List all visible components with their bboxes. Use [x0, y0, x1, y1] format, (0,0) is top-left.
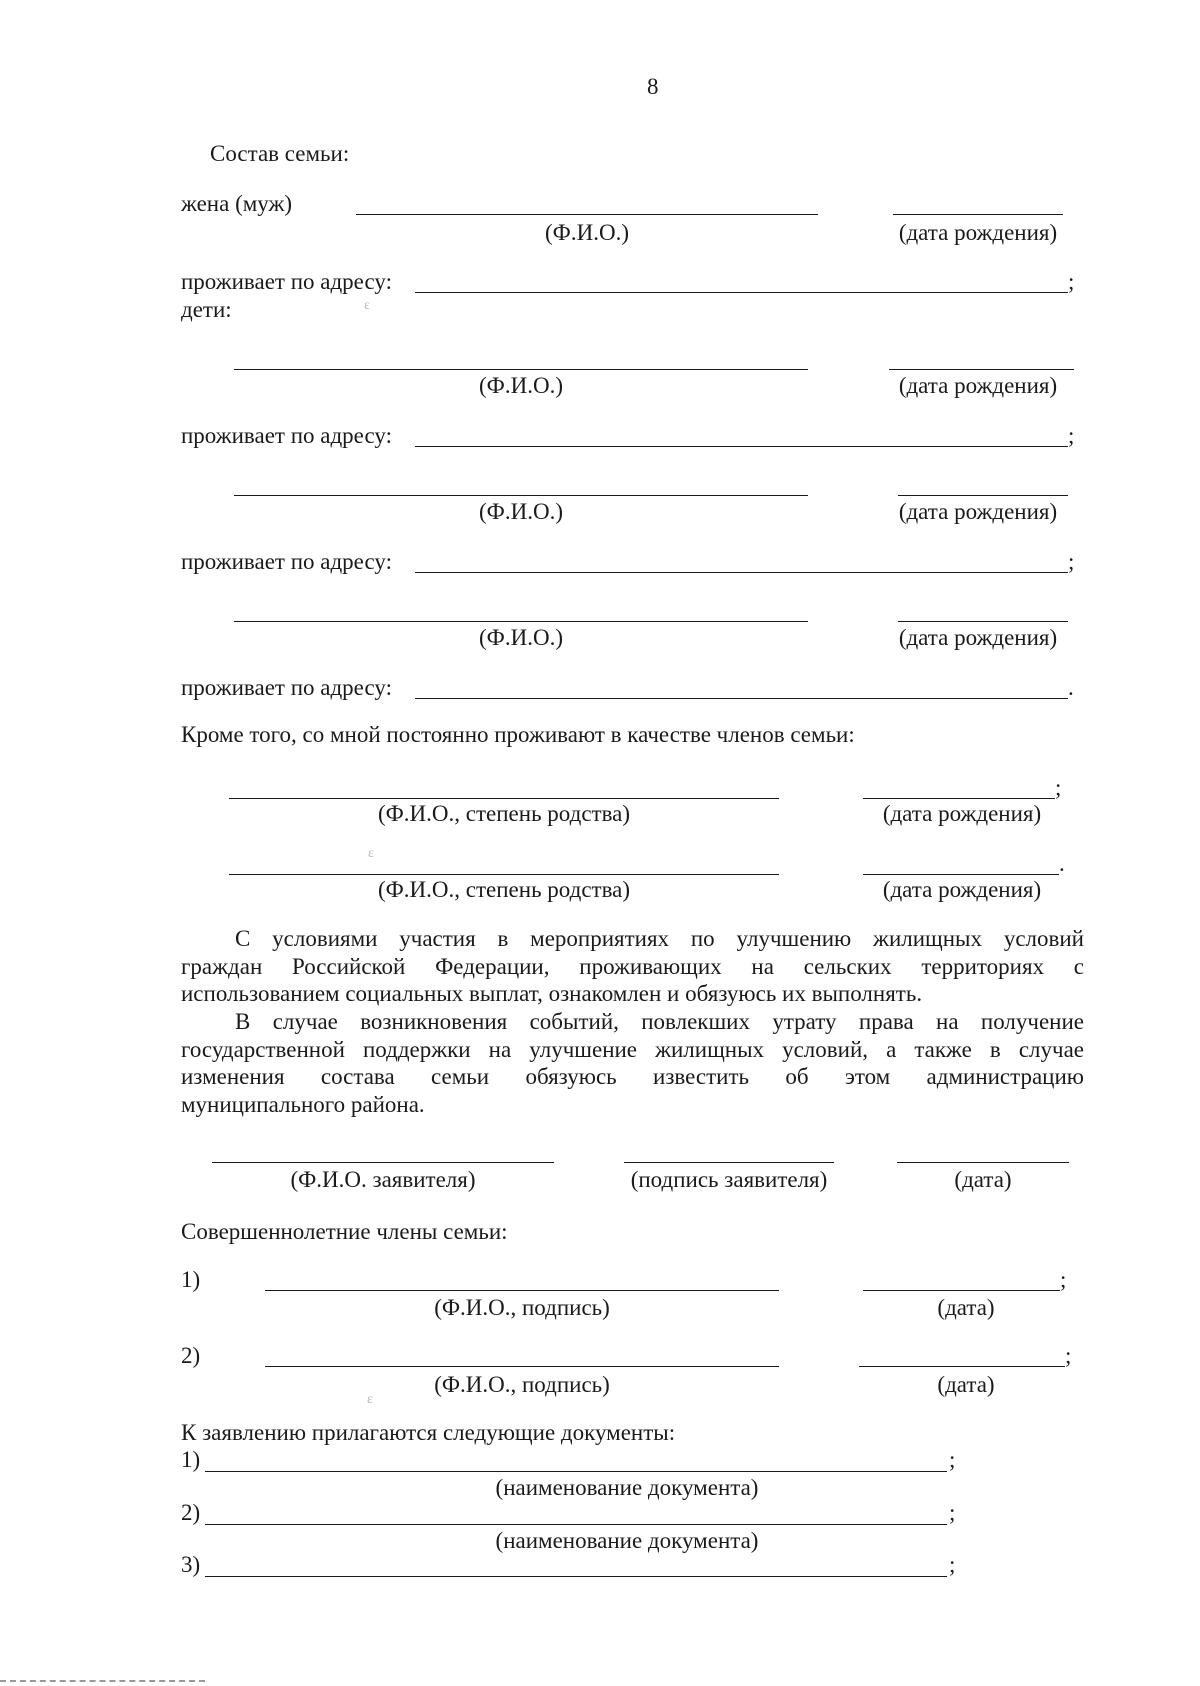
applicant-date-line[interactable]	[897, 1162, 1069, 1163]
adult2-date-caption: (дата)	[937, 1372, 995, 1397]
child3-birth-line[interactable]	[898, 621, 1068, 622]
spouse-birth-line[interactable]	[893, 214, 1063, 215]
semicolon: ;	[949, 1500, 956, 1525]
child2-address-label: проживает по адресу:	[181, 549, 392, 574]
family-heading: Состав семьи:	[210, 141, 350, 166]
child2-address-line[interactable]	[415, 572, 1068, 573]
semicolon: ;	[1055, 775, 1062, 800]
spouse-address-label: проживает по адресу:	[181, 269, 392, 294]
applicant-signature-caption: (подпись заявителя)	[630, 1167, 828, 1192]
period: .	[1068, 675, 1074, 700]
attachment3-number: 3)	[181, 1552, 201, 1577]
semicolon: ;	[949, 1552, 956, 1577]
applicant-date-caption: (дата)	[954, 1167, 1012, 1192]
spouse-fio-line[interactable]	[356, 214, 818, 215]
spouse-fio-caption: (Ф.И.О.)	[545, 220, 629, 245]
applicant-fio-caption: (Ф.И.О. заявителя)	[290, 1167, 476, 1192]
semicolon: ;	[1065, 1343, 1072, 1368]
spouse-birth-caption: (дата рождения)	[898, 220, 1058, 245]
paragraph-obligation-line1: В случае возникновения событий, повлекших утрату права на получение	[235, 1009, 1084, 1034]
other2-caption: (Ф.И.О., степень родства)	[377, 877, 631, 902]
page-number: 8	[647, 74, 659, 99]
adult1-date-caption: (дата)	[937, 1295, 995, 1320]
adult2-number: 2)	[181, 1343, 201, 1368]
semicolon: ;	[949, 1447, 956, 1472]
adult1-number: 1)	[181, 1267, 201, 1292]
child2-fio-line[interactable]	[234, 495, 808, 496]
semicolon: ;	[1068, 423, 1075, 448]
attachment2-caption: (наименование документа)	[495, 1528, 759, 1553]
other1-birth-caption: (дата рождения)	[882, 801, 1042, 826]
child1-address-label: проживает по адресу:	[181, 423, 392, 448]
other1-caption: (Ф.И.О., степень родства)	[377, 801, 631, 826]
spouse-address-line[interactable]	[415, 292, 1068, 293]
attachment1-line[interactable]	[205, 1471, 947, 1472]
applicant-signature-line[interactable]	[624, 1162, 834, 1163]
child3-fio-caption: (Ф.И.О.)	[479, 625, 563, 650]
attachment3-line[interactable]	[205, 1576, 947, 1577]
child3-birth-caption: (дата рождения)	[898, 625, 1058, 650]
attachment2-number: 2)	[181, 1500, 201, 1525]
applicant-fio-line[interactable]	[212, 1162, 554, 1163]
attachment1-number: 1)	[181, 1447, 201, 1472]
child1-fio-line[interactable]	[234, 369, 808, 370]
child3-address-label: проживает по адресу:	[181, 675, 392, 700]
child1-address-line[interactable]	[415, 446, 1068, 447]
child1-birth-caption: (дата рождения)	[898, 373, 1058, 398]
adult1-fio-line[interactable]	[265, 1290, 779, 1291]
scan-speck: ɛ	[368, 846, 374, 861]
child2-fio-caption: (Ф.И.О.)	[479, 499, 563, 524]
adults-heading: Совершеннолетние члены семьи:	[181, 1219, 508, 1244]
adult2-date-line[interactable]	[859, 1366, 1065, 1367]
others-heading: Кроме того, со мной постоянно проживают в качестве членов семьи:	[181, 722, 855, 747]
paragraph-obligation-line3: изменения состава семьи обязуюсь известить об этом администрацию	[181, 1064, 1084, 1089]
paragraph-conditions-line2: граждан Российской Федерации, проживающих на сельских территориях с	[181, 954, 1084, 979]
other2-fio-line[interactable]	[229, 874, 779, 875]
paragraph-obligation-line4: муниципального района.	[181, 1092, 425, 1117]
paragraph-conditions-line3: использованием социальных выплат, ознакомлен и обязуюсь их выполнять.	[181, 981, 923, 1006]
child1-birth-line[interactable]	[889, 369, 1074, 370]
other1-fio-line[interactable]	[229, 798, 779, 799]
child1-fio-caption: (Ф.И.О.)	[479, 373, 563, 398]
attachments-heading: К заявлению прилагаются следующие документы:	[181, 1420, 676, 1445]
child3-address-line[interactable]	[415, 698, 1068, 699]
scan-speck: ɛ	[364, 298, 370, 313]
scan-speck: ɛ	[367, 1392, 373, 1407]
paragraph-conditions-line1: С условиями участия в мероприятиях по улучшению жилищных условий	[235, 926, 1084, 951]
adult1-caption: (Ф.И.О., подпись)	[434, 1295, 610, 1320]
scan-edge-artifact	[0, 1680, 205, 1682]
children-label: дети:	[181, 297, 232, 322]
spouse-label: жена (муж)	[181, 191, 293, 216]
other2-birth-line[interactable]	[863, 874, 1059, 875]
semicolon: ;	[1068, 549, 1075, 574]
attachment2-line[interactable]	[205, 1524, 947, 1525]
other2-birth-caption: (дата рождения)	[882, 877, 1042, 902]
semicolon: ;	[1060, 1267, 1067, 1292]
other1-birth-line[interactable]	[863, 798, 1055, 799]
adult1-date-line[interactable]	[863, 1290, 1060, 1291]
child3-fio-line[interactable]	[234, 621, 808, 622]
adult2-caption: (Ф.И.О., подпись)	[434, 1372, 610, 1397]
adult2-fio-line[interactable]	[265, 1366, 779, 1367]
child2-birth-line[interactable]	[898, 495, 1068, 496]
child2-birth-caption: (дата рождения)	[898, 499, 1058, 524]
attachment1-caption: (наименование документа)	[495, 1475, 759, 1500]
semicolon: ;	[1068, 269, 1075, 294]
period: .	[1059, 851, 1065, 876]
paragraph-obligation-line2: государственной поддержки на улучшение жилищных условий, а также в случае	[181, 1037, 1084, 1062]
